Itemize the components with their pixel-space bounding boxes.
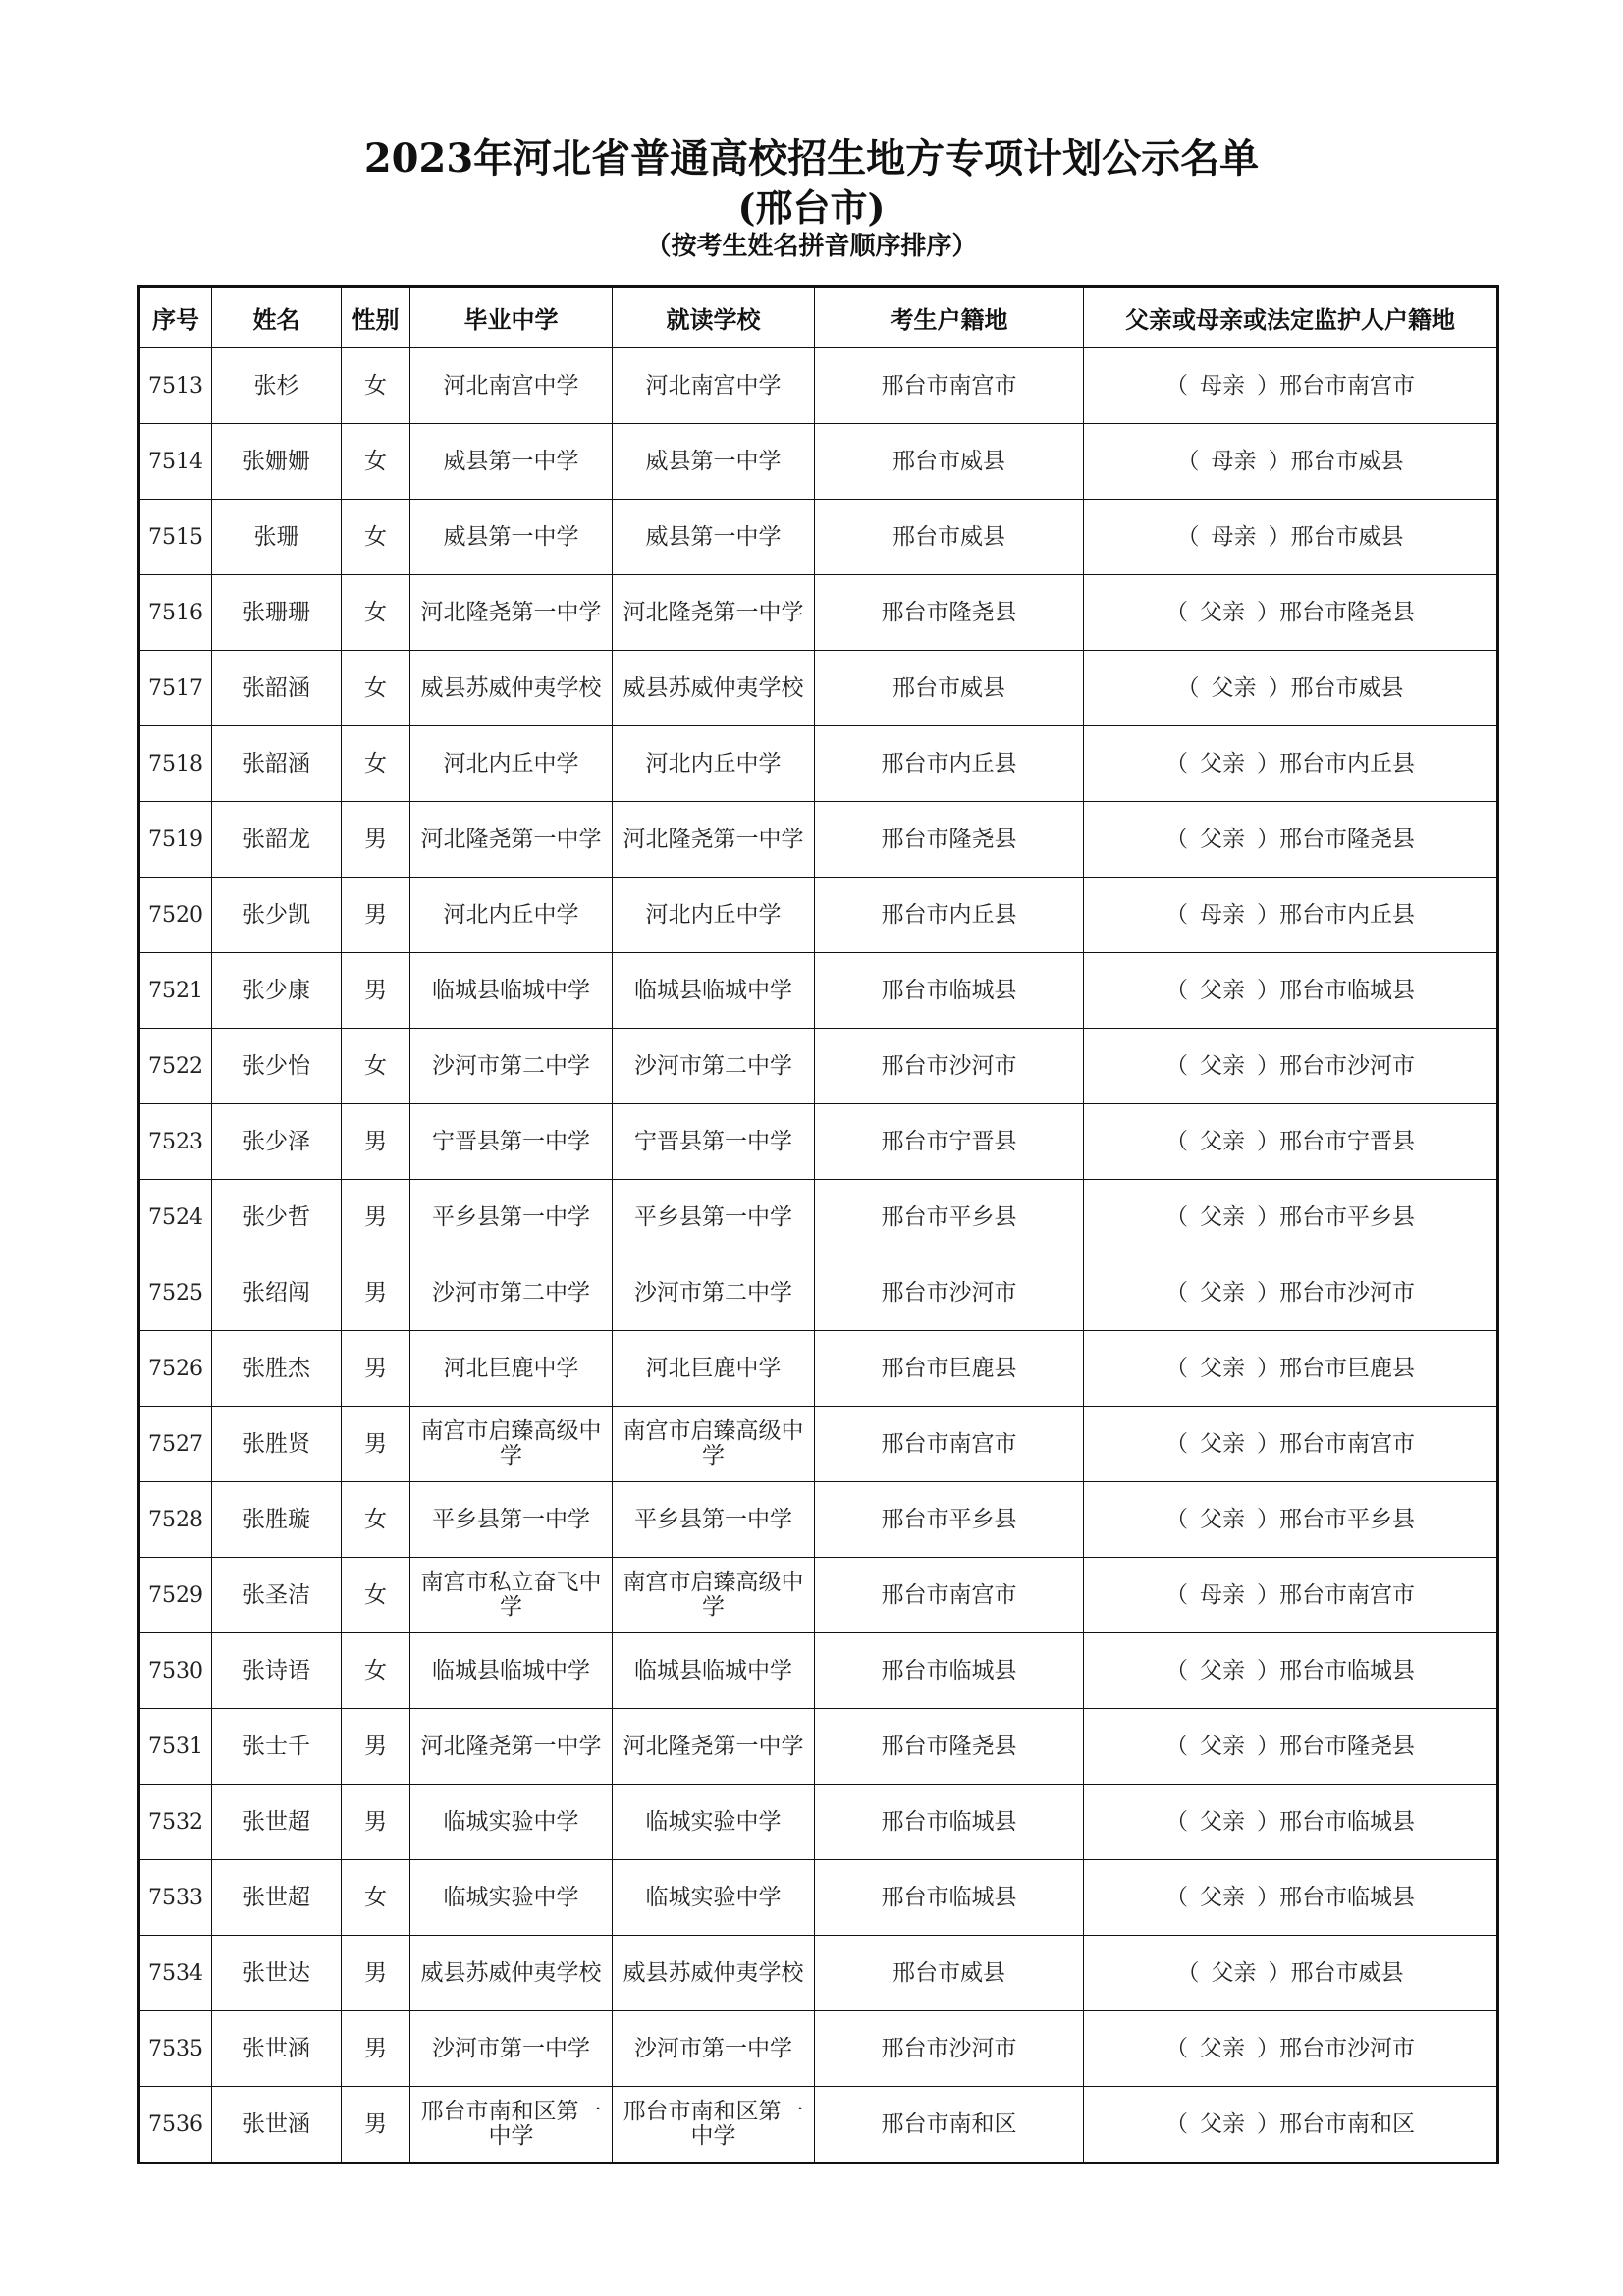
cell-hukou: 邢台市南宫市 — [815, 1407, 1084, 1482]
cell-current-school: 宁晋县第一中学 — [613, 1104, 815, 1180]
guardian-relation: 父亲 — [1200, 1506, 1245, 1532]
cell-gender: 女 — [342, 726, 410, 802]
cell-name: 张少哲 — [212, 1180, 342, 1255]
cell-hukou: 邢台市巨鹿县 — [815, 1331, 1084, 1407]
column-header-no: 序号 — [139, 287, 212, 348]
cell-no: 7526 — [139, 1331, 212, 1407]
cell-guardian-hukou: （ 父亲 ）邢台市沙河市 — [1084, 2011, 1498, 2087]
guardian-hukou-location: 邢台市临城县 — [1279, 1808, 1415, 1835]
cell-no: 7534 — [139, 1936, 212, 2011]
cell-grad-school: 平乡县第一中学 — [410, 1180, 613, 1255]
cell-current-school: 临城实验中学 — [613, 1860, 815, 1936]
cell-no: 7515 — [139, 500, 212, 575]
cell-hukou: 邢台市南宫市 — [815, 1558, 1084, 1633]
guardian-hukou-location: 邢台市隆尧县 — [1279, 599, 1415, 625]
cell-grad-school: 河北南宫中学 — [410, 348, 613, 424]
cell-guardian-hukou: （ 父亲 ）邢台市隆尧县 — [1084, 1709, 1498, 1785]
cell-guardian-hukou: （ 父亲 ）邢台市南宫市 — [1084, 1407, 1498, 1482]
guardian-hukou-location: 邢台市宁晋县 — [1279, 1128, 1415, 1154]
cell-name: 张世涵 — [212, 2087, 342, 2163]
document-title: 2023年河北省普通高校招生地方专项计划公示名单 — [363, 135, 1260, 182]
guardian-relation: 母亲 — [1211, 523, 1257, 550]
cell-guardian-hukou: （ 母亲 ）邢台市威县 — [1084, 424, 1498, 500]
cell-guardian-hukou: （ 父亲 ）邢台市巨鹿县 — [1084, 1331, 1498, 1407]
cell-grad-school: 河北隆尧第一中学 — [410, 575, 613, 651]
guardian-relation: 父亲 — [1200, 599, 1245, 625]
cell-gender: 男 — [342, 1180, 410, 1255]
guardian-relation: 母亲 — [1200, 901, 1245, 928]
cell-hukou: 邢台市南宫市 — [815, 348, 1084, 424]
cell-no: 7514 — [139, 424, 212, 500]
cell-grad-school: 河北内丘中学 — [410, 878, 613, 953]
cell-no: 7536 — [139, 2087, 212, 2163]
guardian-hukou-location: 邢台市南宫市 — [1279, 1430, 1415, 1457]
guardian-relation: 父亲 — [1200, 1657, 1245, 1683]
guardian-relation: 父亲 — [1200, 1884, 1245, 1910]
cell-name: 张诗语 — [212, 1633, 342, 1709]
cell-current-school: 沙河市第二中学 — [613, 1255, 815, 1331]
cell-gender: 男 — [342, 1709, 410, 1785]
cell-current-school: 沙河市第二中学 — [613, 1029, 815, 1104]
cell-current-school: 临城县临城中学 — [613, 953, 815, 1029]
table-row — [139, 1860, 1498, 1936]
cell-hukou: 邢台市沙河市 — [815, 2011, 1084, 2087]
cell-no: 7521 — [139, 953, 212, 1029]
cell-hukou: 邢台市临城县 — [815, 1860, 1084, 1936]
cell-guardian-hukou: （ 父亲 ）邢台市平乡县 — [1084, 1180, 1498, 1255]
cell-name: 张少泽 — [212, 1104, 342, 1180]
guardian-hukou-location: 邢台市威县 — [1290, 674, 1404, 701]
cell-current-school: 威县第一中学 — [613, 500, 815, 575]
cell-grad-school: 邢台市南和区第一中学 — [410, 2087, 613, 2163]
table-row — [139, 726, 1498, 802]
cell-grad-school: 平乡县第一中学 — [410, 1482, 613, 1558]
cell-name: 张世超 — [212, 1860, 342, 1936]
guardian-relation: 父亲 — [1200, 2035, 1245, 2061]
cell-name: 张韶涵 — [212, 651, 342, 726]
cell-hukou: 邢台市隆尧县 — [815, 1709, 1084, 1785]
guardian-hukou-location: 邢台市威县 — [1290, 448, 1404, 474]
guardian-hukou-location: 邢台市巨鹿县 — [1279, 1355, 1415, 1381]
cell-hukou: 邢台市宁晋县 — [815, 1104, 1084, 1180]
cell-gender: 男 — [342, 878, 410, 953]
guardian-hukou-location: 邢台市平乡县 — [1279, 1203, 1415, 1230]
cell-guardian-hukou: （ 父亲 ）邢台市南和区 — [1084, 2087, 1498, 2163]
cell-no: 7518 — [139, 726, 212, 802]
guardian-relation: 父亲 — [1200, 2110, 1245, 2137]
cell-name: 张世涵 — [212, 2011, 342, 2087]
table-row — [139, 1331, 1498, 1407]
table-row — [139, 1029, 1498, 1104]
cell-hukou: 邢台市临城县 — [815, 953, 1084, 1029]
cell-name: 张世超 — [212, 1785, 342, 1860]
guardian-relation: 母亲 — [1200, 372, 1245, 399]
guardian-hukou-location: 邢台市沙河市 — [1279, 1279, 1415, 1306]
table-row — [139, 651, 1498, 726]
cell-name: 张韶龙 — [212, 802, 342, 878]
cell-name: 张姗姗 — [212, 424, 342, 500]
cell-no: 7523 — [139, 1104, 212, 1180]
cell-grad-school: 南宫市私立奋飞中学 — [410, 1558, 613, 1633]
cell-no: 7520 — [139, 878, 212, 953]
cell-hukou: 邢台市威县 — [815, 651, 1084, 726]
cell-current-school: 平乡县第一中学 — [613, 1180, 815, 1255]
cell-guardian-hukou: （ 父亲 ）邢台市沙河市 — [1084, 1029, 1498, 1104]
guardian-hukou-location: 邢台市临城县 — [1279, 1657, 1415, 1683]
cell-gender: 女 — [342, 500, 410, 575]
cell-name: 张少康 — [212, 953, 342, 1029]
cell-name: 张韶涵 — [212, 726, 342, 802]
cell-hukou: 邢台市沙河市 — [815, 1255, 1084, 1331]
guardian-hukou-location: 邢台市内丘县 — [1279, 750, 1415, 776]
cell-hukou: 邢台市内丘县 — [815, 878, 1084, 953]
cell-name: 张胜杰 — [212, 1331, 342, 1407]
cell-guardian-hukou: （ 父亲 ）邢台市沙河市 — [1084, 1255, 1498, 1331]
guardian-relation: 父亲 — [1200, 1355, 1245, 1381]
guardian-relation: 父亲 — [1200, 826, 1245, 852]
cell-grad-school: 临城县临城中学 — [410, 953, 613, 1029]
cell-grad-school: 临城实验中学 — [410, 1785, 613, 1860]
guardian-relation: 父亲 — [1200, 1203, 1245, 1230]
document-subtitle: (邢台市) — [737, 186, 886, 230]
cell-name: 张胜贤 — [212, 1407, 342, 1482]
table-row — [139, 1407, 1498, 1482]
cell-current-school: 临城县临城中学 — [613, 1633, 815, 1709]
guardian-relation: 父亲 — [1200, 977, 1245, 1003]
cell-grad-school: 沙河市第一中学 — [410, 2011, 613, 2087]
table-row — [139, 1785, 1498, 1860]
cell-grad-school: 宁晋县第一中学 — [410, 1104, 613, 1180]
cell-guardian-hukou: （ 母亲 ）邢台市南宫市 — [1084, 348, 1498, 424]
cell-name: 张士千 — [212, 1709, 342, 1785]
cell-guardian-hukou: （ 母亲 ）邢台市威县 — [1084, 500, 1498, 575]
cell-current-school: 河北隆尧第一中学 — [613, 802, 815, 878]
guardian-hukou-location: 邢台市南宫市 — [1279, 372, 1415, 399]
cell-gender: 男 — [342, 2011, 410, 2087]
cell-no: 7524 — [139, 1180, 212, 1255]
cell-gender: 女 — [342, 1029, 410, 1104]
guardian-hukou-location: 邢台市威县 — [1290, 523, 1404, 550]
table-row — [139, 1180, 1498, 1255]
cell-hukou: 邢台市南和区 — [815, 2087, 1084, 2163]
cell-no: 7522 — [139, 1029, 212, 1104]
cell-gender: 女 — [342, 575, 410, 651]
cell-grad-school: 威县苏威仲夷学校 — [410, 1936, 613, 2011]
cell-current-school: 临城实验中学 — [613, 1785, 815, 1860]
guardian-relation: 父亲 — [1200, 1808, 1245, 1835]
cell-no: 7516 — [139, 575, 212, 651]
cell-no: 7519 — [139, 802, 212, 878]
cell-guardian-hukou: （ 父亲 ）邢台市临城县 — [1084, 1633, 1498, 1709]
cell-guardian-hukou: （ 父亲 ）邢台市内丘县 — [1084, 726, 1498, 802]
guardian-hukou-location: 邢台市沙河市 — [1279, 1052, 1415, 1079]
cell-guardian-hukou: （ 父亲 ）邢台市隆尧县 — [1084, 575, 1498, 651]
cell-grad-school: 沙河市第二中学 — [410, 1255, 613, 1331]
cell-current-school: 威县苏威仲夷学校 — [613, 1936, 815, 2011]
cell-name: 张胜璇 — [212, 1482, 342, 1558]
cell-hukou: 邢台市沙河市 — [815, 1029, 1084, 1104]
cell-guardian-hukou: （ 母亲 ）邢台市南宫市 — [1084, 1558, 1498, 1633]
cell-no: 7535 — [139, 2011, 212, 2087]
guardian-relation: 父亲 — [1211, 1959, 1257, 1986]
guardian-relation: 母亲 — [1200, 1581, 1245, 1608]
cell-gender: 男 — [342, 1331, 410, 1407]
cell-grad-school: 河北隆尧第一中学 — [410, 1709, 613, 1785]
column-header-grad-school: 毕业中学 — [410, 287, 613, 348]
guardian-hukou-location: 邢台市平乡县 — [1279, 1506, 1415, 1532]
cell-no: 7529 — [139, 1558, 212, 1633]
cell-hukou: 邢台市隆尧县 — [815, 575, 1084, 651]
cell-name: 张圣洁 — [212, 1558, 342, 1633]
cell-gender: 男 — [342, 1104, 410, 1180]
guardian-relation: 母亲 — [1211, 448, 1257, 474]
table-row — [139, 1633, 1498, 1709]
cell-hukou: 邢台市威县 — [815, 424, 1084, 500]
cell-grad-school: 威县苏威仲夷学校 — [410, 651, 613, 726]
cell-current-school: 南宫市启臻高级中学 — [613, 1407, 815, 1482]
cell-gender: 女 — [342, 651, 410, 726]
table-row — [139, 2011, 1498, 2087]
cell-gender: 男 — [342, 1255, 410, 1331]
cell-hukou: 邢台市临城县 — [815, 1633, 1084, 1709]
cell-current-school: 沙河市第一中学 — [613, 2011, 815, 2087]
guardian-relation: 父亲 — [1211, 674, 1257, 701]
cell-current-school: 威县第一中学 — [613, 424, 815, 500]
cell-grad-school: 临城县临城中学 — [410, 1633, 613, 1709]
roster-table — [137, 285, 1499, 2164]
guardian-hukou-location: 邢台市临城县 — [1279, 977, 1415, 1003]
guardian-hukou-location: 邢台市沙河市 — [1279, 2035, 1415, 2061]
cell-gender: 男 — [342, 1407, 410, 1482]
cell-name: 张绍闯 — [212, 1255, 342, 1331]
cell-hukou: 邢台市平乡县 — [815, 1180, 1084, 1255]
cell-grad-school: 河北巨鹿中学 — [410, 1331, 613, 1407]
cell-grad-school: 威县第一中学 — [410, 424, 613, 500]
cell-gender: 男 — [342, 1785, 410, 1860]
guardian-hukou-location: 邢台市南和区 — [1279, 2110, 1415, 2137]
guardian-relation: 父亲 — [1200, 1430, 1245, 1457]
guardian-relation: 父亲 — [1200, 750, 1245, 776]
cell-name: 张珊珊 — [212, 575, 342, 651]
guardian-relation: 父亲 — [1200, 1052, 1245, 1079]
cell-gender: 女 — [342, 1482, 410, 1558]
cell-no: 7525 — [139, 1255, 212, 1331]
cell-grad-school: 威县第一中学 — [410, 500, 613, 575]
cell-hukou: 邢台市平乡县 — [815, 1482, 1084, 1558]
table-row — [139, 878, 1498, 953]
cell-no: 7528 — [139, 1482, 212, 1558]
cell-gender: 女 — [342, 348, 410, 424]
guardian-hukou-location: 邢台市隆尧县 — [1279, 1733, 1415, 1759]
cell-hukou: 邢台市内丘县 — [815, 726, 1084, 802]
table-row — [139, 1255, 1498, 1331]
cell-name: 张少怡 — [212, 1029, 342, 1104]
cell-gender: 男 — [342, 953, 410, 1029]
cell-current-school: 平乡县第一中学 — [613, 1482, 815, 1558]
cell-guardian-hukou: （ 父亲 ）邢台市临城县 — [1084, 953, 1498, 1029]
cell-gender: 男 — [342, 2087, 410, 2163]
table-row — [139, 1709, 1498, 1785]
guardian-relation: 父亲 — [1200, 1279, 1245, 1306]
cell-grad-school: 河北隆尧第一中学 — [410, 802, 613, 878]
table-row — [139, 1936, 1498, 2011]
cell-no: 7530 — [139, 1633, 212, 1709]
cell-guardian-hukou: （ 父亲 ）邢台市临城县 — [1084, 1860, 1498, 1936]
table-row — [139, 1482, 1498, 1558]
table-row — [139, 1104, 1498, 1180]
cell-guardian-hukou: （ 父亲 ）邢台市隆尧县 — [1084, 802, 1498, 878]
cell-gender: 男 — [342, 1936, 410, 2011]
table-row — [139, 953, 1498, 1029]
guardian-hukou-location: 邢台市威县 — [1290, 1959, 1404, 1986]
cell-current-school: 河北内丘中学 — [613, 878, 815, 953]
table-row — [139, 348, 1498, 424]
cell-current-school: 河北内丘中学 — [613, 726, 815, 802]
table-header-row — [139, 287, 1498, 348]
cell-grad-school: 河北内丘中学 — [410, 726, 613, 802]
cell-no: 7531 — [139, 1709, 212, 1785]
cell-hukou: 邢台市隆尧县 — [815, 802, 1084, 878]
guardian-relation: 父亲 — [1200, 1128, 1245, 1154]
cell-hukou: 邢台市威县 — [815, 500, 1084, 575]
cell-current-school: 河北南宫中学 — [613, 348, 815, 424]
cell-current-school: 邢台市南和区第一中学 — [613, 2087, 815, 2163]
guardian-relation: 父亲 — [1200, 1733, 1245, 1759]
cell-guardian-hukou: （ 母亲 ）邢台市内丘县 — [1084, 878, 1498, 953]
cell-guardian-hukou: （ 父亲 ）邢台市宁晋县 — [1084, 1104, 1498, 1180]
cell-guardian-hukou: （ 父亲 ）邢台市威县 — [1084, 651, 1498, 726]
cell-current-school: 河北巨鹿中学 — [613, 1331, 815, 1407]
cell-no: 7517 — [139, 651, 212, 726]
cell-current-school: 河北隆尧第一中学 — [613, 575, 815, 651]
cell-hukou: 邢台市临城县 — [815, 1785, 1084, 1860]
guardian-hukou-location: 邢台市临城县 — [1279, 1884, 1415, 1910]
cell-gender: 女 — [342, 1558, 410, 1633]
table-row — [139, 2087, 1498, 2163]
cell-no: 7532 — [139, 1785, 212, 1860]
table-row — [139, 424, 1498, 500]
cell-guardian-hukou: （ 父亲 ）邢台市平乡县 — [1084, 1482, 1498, 1558]
cell-hukou: 邢台市威县 — [815, 1936, 1084, 2011]
cell-grad-school: 南宫市启臻高级中学 — [410, 1407, 613, 1482]
column-header-gender: 性别 — [342, 287, 410, 348]
column-header-guardian-hukou: 父亲或母亲或法定监护人户籍地 — [1084, 287, 1498, 348]
cell-guardian-hukou: （ 父亲 ）邢台市威县 — [1084, 1936, 1498, 2011]
table-row — [139, 802, 1498, 878]
cell-name: 张杉 — [212, 348, 342, 424]
guardian-hukou-location: 邢台市内丘县 — [1279, 901, 1415, 928]
sort-note: （按考生姓名拼音顺序排序） — [645, 232, 978, 261]
cell-current-school: 威县苏威仲夷学校 — [613, 651, 815, 726]
cell-name: 张世达 — [212, 1936, 342, 2011]
cell-guardian-hukou: （ 父亲 ）邢台市临城县 — [1084, 1785, 1498, 1860]
cell-gender: 女 — [342, 424, 410, 500]
guardian-hukou-location: 邢台市隆尧县 — [1279, 826, 1415, 852]
cell-grad-school: 临城实验中学 — [410, 1860, 613, 1936]
table-row — [139, 575, 1498, 651]
table-row — [139, 1558, 1498, 1633]
column-header-name: 姓名 — [212, 287, 342, 348]
cell-name: 张少凯 — [212, 878, 342, 953]
cell-gender: 女 — [342, 1633, 410, 1709]
cell-grad-school: 沙河市第二中学 — [410, 1029, 613, 1104]
cell-gender: 男 — [342, 802, 410, 878]
guardian-hukou-location: 邢台市南宫市 — [1279, 1581, 1415, 1608]
cell-no: 7533 — [139, 1860, 212, 1936]
cell-current-school: 河北隆尧第一中学 — [613, 1709, 815, 1785]
column-header-hukou: 考生户籍地 — [815, 287, 1084, 348]
cell-name: 张珊 — [212, 500, 342, 575]
cell-current-school: 南宫市启臻高级中学 — [613, 1558, 815, 1633]
cell-no: 7513 — [139, 348, 212, 424]
table-row — [139, 500, 1498, 575]
column-header-current-school: 就读学校 — [613, 287, 815, 348]
cell-gender: 女 — [342, 1860, 410, 1936]
cell-no: 7527 — [139, 1407, 212, 1482]
